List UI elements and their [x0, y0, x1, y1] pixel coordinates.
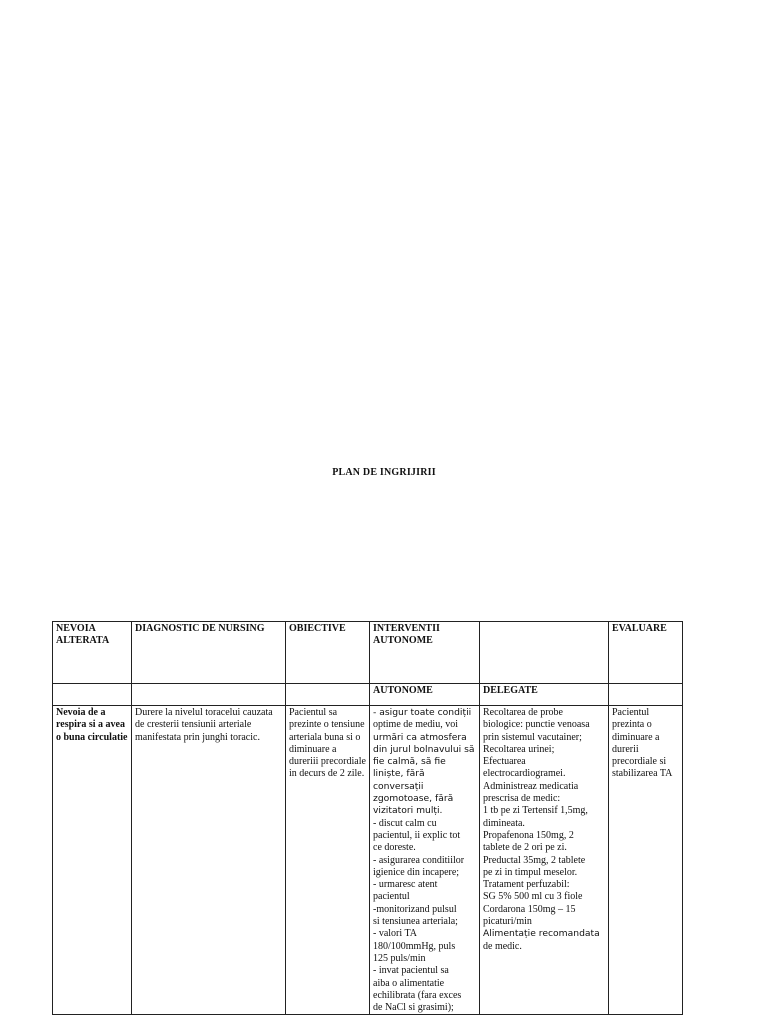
table-row	[53, 706, 683, 1015]
autonomous-line: zgomotoase, fără	[373, 793, 454, 805]
delegated-line: Recoltarea de probe	[483, 707, 563, 718]
autonomous-line: pacientul	[373, 891, 410, 903]
subheader-delegated: DELEGATE	[480, 684, 609, 706]
delegated-line: Recoltarea urinei;	[483, 743, 555, 755]
autonomous-line: liniște, fără conversații	[373, 768, 428, 792]
delegated-line: dimineata.	[483, 817, 525, 829]
delegated-line: 1 tb pe zi Tertensif 1,5mg,	[483, 805, 588, 817]
delegated-line: Propafenona 150mg, 2	[483, 829, 574, 841]
cell-autonomous-interventions	[370, 706, 480, 1015]
autonomous-line: pacientul, ii explic tot	[373, 829, 461, 841]
header-interventions: INTERVENTII AUTONOME	[370, 622, 480, 684]
delegated-line: Alimentație recomandata	[483, 928, 600, 940]
delegated-line: tablete de 2 ori pe zi.	[483, 842, 567, 854]
autonomous-line: vizitatori mulți.	[373, 805, 443, 817]
autonomous-line: igienice din incapere;	[373, 866, 460, 878]
delegated-line: biologice: punctie venoasa	[483, 719, 590, 731]
autonomous-line: - asigur toate condiții	[373, 707, 472, 718]
cell-evaluation: Pacientul prezinta o diminuare a durerii precordiale si stabilizarea TA	[609, 706, 683, 1015]
delegated-line: de medic.	[483, 940, 522, 952]
subheader-empty-evaluation	[609, 684, 683, 706]
header-need: NEVOIA ALTERATA	[53, 622, 132, 684]
autonomous-line: - urmaresc atent	[373, 879, 438, 891]
subheader-autonomous: AUTONOME	[370, 684, 480, 706]
autonomous-line: fie calmă, să fie	[373, 756, 446, 768]
header-evaluation: EVALUARE	[609, 622, 683, 684]
header-diagnosis: DIAGNOSTIC DE NURSING	[132, 622, 286, 684]
care-plan-table	[52, 621, 683, 1015]
autonomous-line: optime de mediu, voi	[373, 719, 458, 731]
autonomous-line: - invat pacientul sa	[373, 965, 449, 977]
header-objectives: OBIECTIVE	[286, 622, 370, 684]
autonomous-line: si tensiunea arteriala;	[373, 916, 458, 928]
cell-objectives: Pacientul sa prezinte o tensiune arteriala buna si o diminuare a dureriii precordiale in decurs de 2 zile.	[286, 706, 370, 1015]
autonomous-line: aiba o alimentatie	[373, 977, 445, 989]
autonomous-line: - valori TA	[373, 928, 418, 940]
delegated-line: Efectuarea	[483, 756, 526, 768]
autonomous-line: de NaCl si grasimi);	[373, 1002, 454, 1014]
autonomous-line: din jurul bolnavului să	[373, 743, 475, 755]
autonomous-line: - discut calm cu	[373, 817, 437, 829]
delegated-line: pe zi in timpul meselor.	[483, 866, 578, 878]
subheader-empty-need	[53, 684, 132, 706]
delegated-line: prin sistemul vacutainer;	[483, 731, 582, 743]
delegated-line: Tratament perfuzabil:	[483, 879, 570, 891]
delegated-line: Preductal 35mg, 2 tablete	[483, 854, 586, 866]
delegated-line: Cordarona 150mg – 15	[483, 903, 576, 915]
autonomous-line: echilibrata (fara exces	[373, 989, 462, 1001]
autonomous-line: 180/100mmHg, puls	[373, 940, 456, 952]
subheader-empty-diagnosis	[132, 684, 286, 706]
delegated-line: picaturi/min	[483, 916, 532, 928]
autonomous-line: -monitorizand pulsul	[373, 903, 457, 915]
header-empty	[480, 622, 609, 684]
delegated-line: electrocardiogramei.	[483, 768, 566, 780]
delegated-line: Administreaz medicatia	[483, 780, 579, 792]
subheader-empty-objectives	[286, 684, 370, 706]
header-row	[53, 622, 683, 684]
cell-delegated-interventions	[480, 706, 609, 1015]
cell-need: Nevoia de a respira si a avea o buna circulatie	[53, 706, 132, 1015]
autonomous-line: ce doreste.	[373, 842, 416, 854]
delegated-line: SG 5% 500 ml cu 3 fiole	[483, 891, 583, 903]
subheader-row	[53, 684, 683, 706]
cell-diagnosis: Durere la nivelul toracelui cauzata de cresterii tensiunii arteriale manifestata prin junghi toracic.	[132, 706, 286, 1015]
autonomous-line: urmări ca atmosfera	[373, 731, 467, 743]
autonomous-line: - asigurarea conditiilor	[373, 854, 465, 866]
delegated-line: prescrisa de medic:	[483, 793, 561, 805]
autonomous-line: 125 puls/min	[373, 952, 426, 964]
document-title: PLAN DE INGRIJIRII	[332, 467, 436, 478]
